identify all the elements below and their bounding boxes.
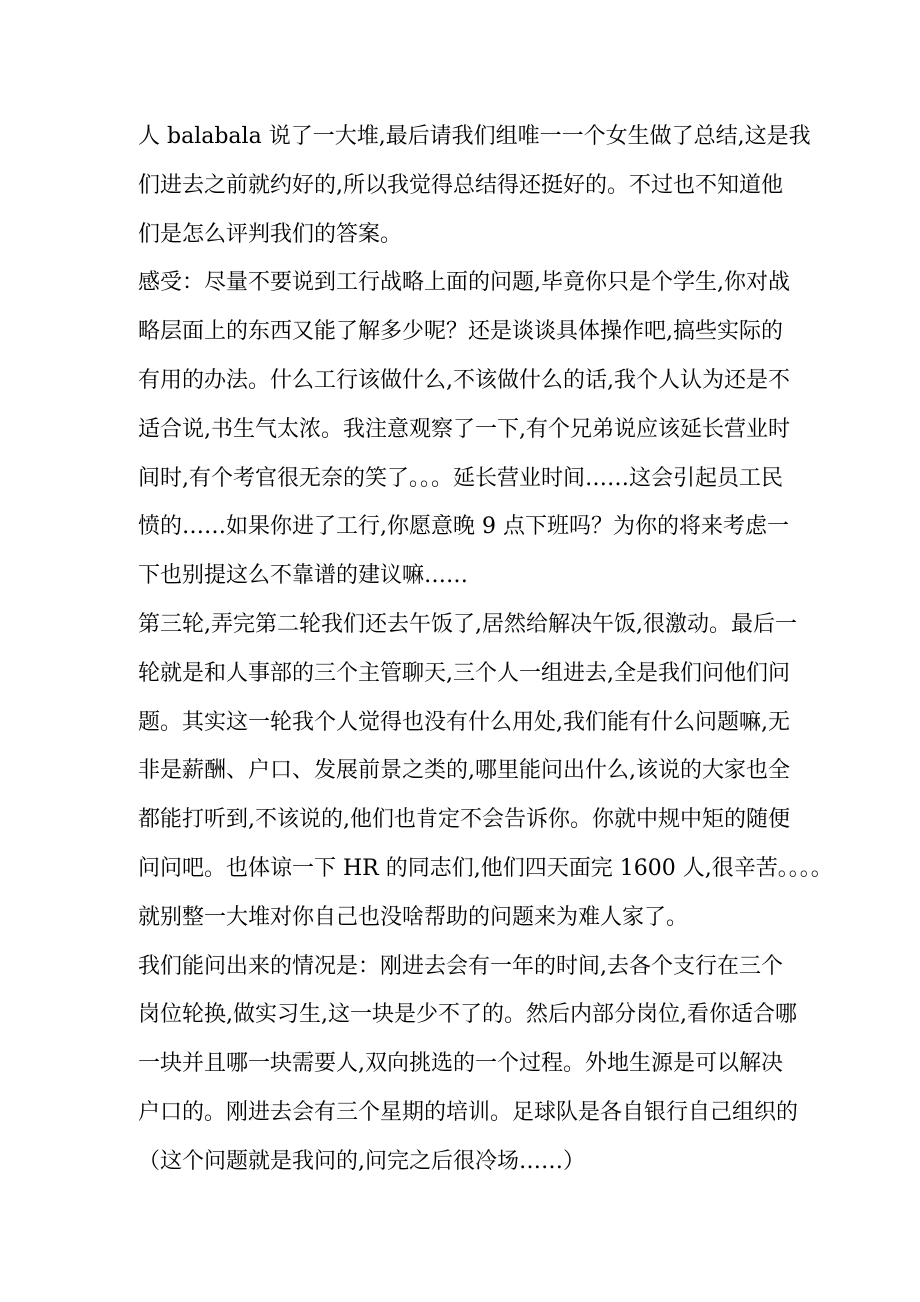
text-line: 愤的……如果你进了工行,你愿意晚 9 点下班吗？为你的将来考虑一 [138,514,789,540]
text-line: 都能打听到,不该说的,他们也肯定不会告诉你。你就中规中矩的随便 [138,807,790,833]
paragraph-interview-summary [138,113,811,259]
text-line: 就别整一大堆对你自己也没啥帮助的问题来为难人家了。 [138,904,689,930]
text-line: 轮就是和人事部的三个主管聊天,三个人一组进去,全是我们问他们问 [138,660,790,686]
text-line: 们是怎么评判我们的答案。 [138,221,403,247]
text-line: 户口的。刚进去会有三个星期的培训。足球队是各自银行自己组织的 [138,1099,799,1125]
text-line: 非是薪酬、户口、发展前景之类的,哪里能问出什么,该说的大家也全 [138,758,790,784]
text-line: 下也别提这么不靠谱的建议嘛…… [138,563,469,589]
paragraph-findings [138,943,804,1187]
text-line: 有用的办法。什么工行该做什么,不该做什么的话,我个人认为还是不 [138,367,790,393]
text-line: （这个问题就是我问的,问完之后很冷场……） [138,1148,585,1174]
text-line: 人 balabala 说了一大堆,最后请我们组唯一一个女生做了总结,这是我 [138,124,811,149]
paragraph-impressions [138,259,804,601]
text-line: 岗位轮换,做实习生,这一块是少不了的。然后内部分岗位,看你适合哪 [138,1002,797,1028]
body-text [138,113,833,1187]
text-line: 一块并且哪一块需要人,双向挑选的一个过程。外地生源是可以解决 [138,1051,783,1077]
text-line: 感受：尽量不要说到工行战略上面的问题,毕竟你只是个学生,你对战 [138,270,790,296]
text-line: 我们能问出来的情况是：刚进去会有一年的时间,去各个支行在三个 [138,953,783,979]
text-line: 略层面上的东西又能了解多少呢？还是谈谈具体操作吧,搞些实际的 [138,319,783,345]
text-line: 第三轮,弄完第二轮我们还去午饭了,居然给解决午饭,很激动。最后一 [138,611,797,637]
text-line: 间时,有个考官很无奈的笑了。。。延长营业时间……这会引起员工民 [138,465,783,491]
text-line: 们进去之前就约好的,所以我觉得总结得还挺好的。不过也不知道他 [138,172,783,198]
text-line: 适合说,书生气太浓。我注意观察了一下,有个兄弟说应该延长营业时 [138,416,790,442]
text-line: 问问吧。也体谅一下 HR 的同志们,他们四天面完 1600 人,很辛苦。。。。 [138,855,833,881]
paragraph-third-round [138,601,833,943]
text-line: 题。其实这一轮我个人觉得也没有什么用处,我们能有什么问题嘛,无 [138,709,790,735]
